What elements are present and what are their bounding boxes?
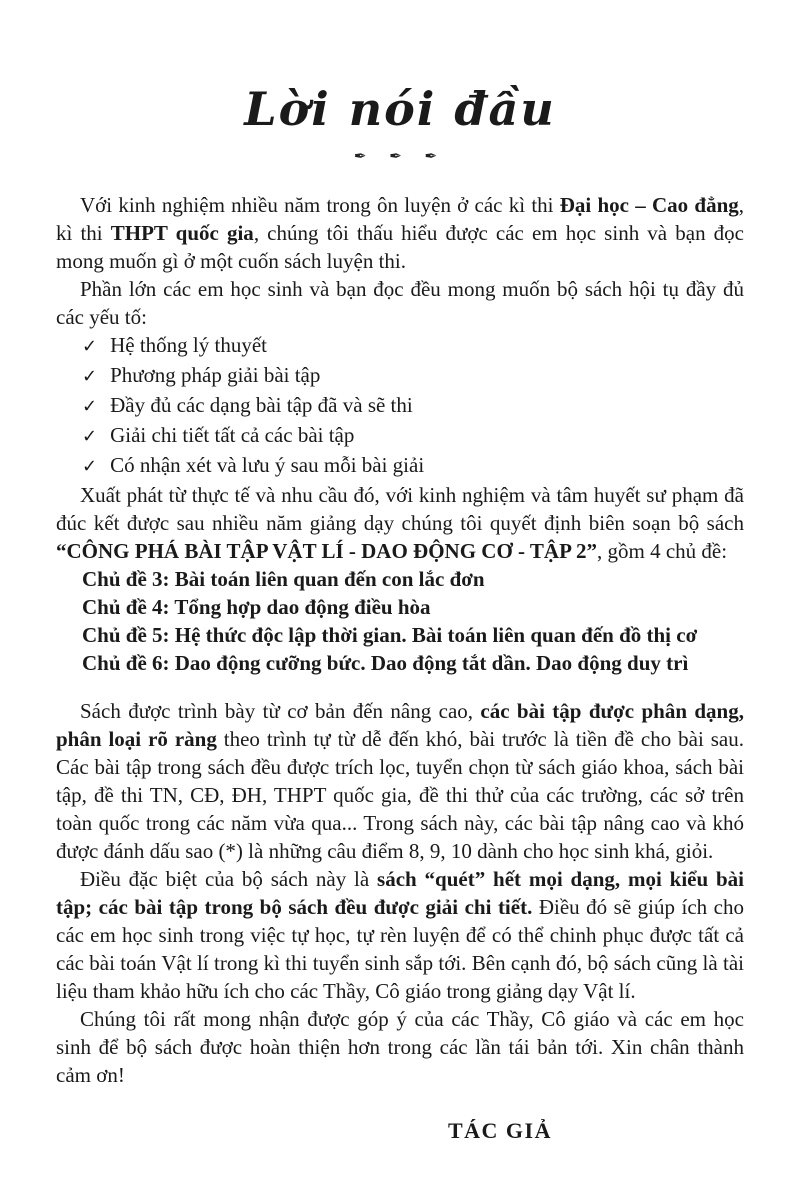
paragraph-intro: Với kinh nghiệm nhiều năm trong ôn luyện ở các kì thi Đại học – Cao đẳng, kì thi THPT quốc gia, chúng tôi thấu hiểu được các em học sinh và bạn đọc mong muốn gì ở một cuốn sách luyện thi. [56,192,745,273]
checkmark-icon: ✓ [82,425,98,447]
paragraph-wishes: Phần lớn các em học sinh và bạn đọc đều mong muốn bộ sách hội tụ đầy đủ các yếu tố: [56,276,744,329]
page-body [56,191,744,1145]
checkmark-icon: ✓ [82,395,98,417]
checklist-item [82,421,744,451]
checkmark-icon: ✓ [82,335,98,357]
topic-line: Chủ đề 6: Dao động cưỡng bức. Dao động tắt dần. Dao động duy trì [82,650,689,675]
paragraph-structure: Sách được trình bày từ cơ bản đến nâng cao, các bài tập được phân dạng, phân loại rõ ràng theo trình tự từ dễ đến khó, bài trước là tiền đề cho bài sau. Các bài tập trong sách đều được trích lọc, tuyển chọn từ sách giáo khoa, sách bài tập, đề thi TN, CĐ, ĐH, THPT quốc gia, đề thi thử của các trường, các sở trên toàn quốc trong các năm vừa qua... Trong sách này, các bài tập nâng cao và khó được đánh dấu sao (*) là những câu điểm 8, 9, 10 dành cho học sinh khá, giỏi. [56,698,744,863]
section-gap [56,677,744,697]
checkmark-icon: ✓ [82,365,98,387]
checklist-item-label: Hệ thống lý thuyết [110,332,267,357]
page-title: Lời nói đầu [244,82,556,136]
ornament-divider-icon: ✒ ✒ ✒ [353,146,447,165]
topic-line: Chủ đề 4: Tổng hợp dao động điều hòa [82,594,431,619]
checklist-item [82,331,744,361]
paragraph-book-origin: Xuất phát từ thực tế và nhu cầu đó, với kinh nghiệm và tâm huyết sư phạm đã đúc kết được sau nhiều năm giảng dạy chúng tôi quyết định biên soạn bộ sách “CÔNG PHÁ BÀI TẬP VẬT LÍ - DAO ĐỘNG CƠ - TẬP 2”, gồm 4 chủ đề: [56,482,744,563]
checklist-item [82,391,744,421]
topic-list [56,565,744,677]
checklist-item [82,451,744,481]
checkmark-icon: ✓ [82,455,98,477]
paragraph-closing: Chúng tôi rất mong nhận được góp ý của các Thầy, Cô giáo và các em học sinh để bộ sách được hoàn thiện hơn trong các lần tái bản tới. Xin chân thành cảm ơn! [56,1006,744,1087]
author-signature: TÁC GIẢ [447,1117,552,1143]
checklist-item [82,361,744,391]
checklist-item-label: Giải chi tiết tất cả các bài tập [110,422,355,447]
topic-line: Chủ đề 5: Hệ thức độc lập thời gian. Bài toán liên quan đến đồ thị cơ [82,622,698,647]
checklist [56,331,744,481]
checklist-item-label: Phương pháp giải bài tập [110,362,321,387]
paragraph-special: Điều đặc biệt của bộ sách này là sách “quét” hết mọi dạng, mọi kiểu bài tập; các bài tập trong bộ sách đều được giải chi tiết. Điều đó sẽ giúp ích cho các em học sinh trong việc tự học, tự rèn luyện để có thể chinh phục được tất cả các bài toán Vật lí trong kì thi tuyển sinh sắp tới. Bên cạnh đó, bộ sách cũng là tài liệu tham khảo hữu ích cho các Thầy, Cô giáo trong giảng dạy Vật lí. [56,866,745,1003]
checklist-item-label: Có nhận xét và lưu ý sau mỗi bài giải [110,452,425,477]
checklist-item-label: Đầy đủ các dạng bài tập đã và sẽ thi [110,392,413,417]
topic-line: Chủ đề 3: Bài toán liên quan đến con lắc đơn [82,566,485,591]
